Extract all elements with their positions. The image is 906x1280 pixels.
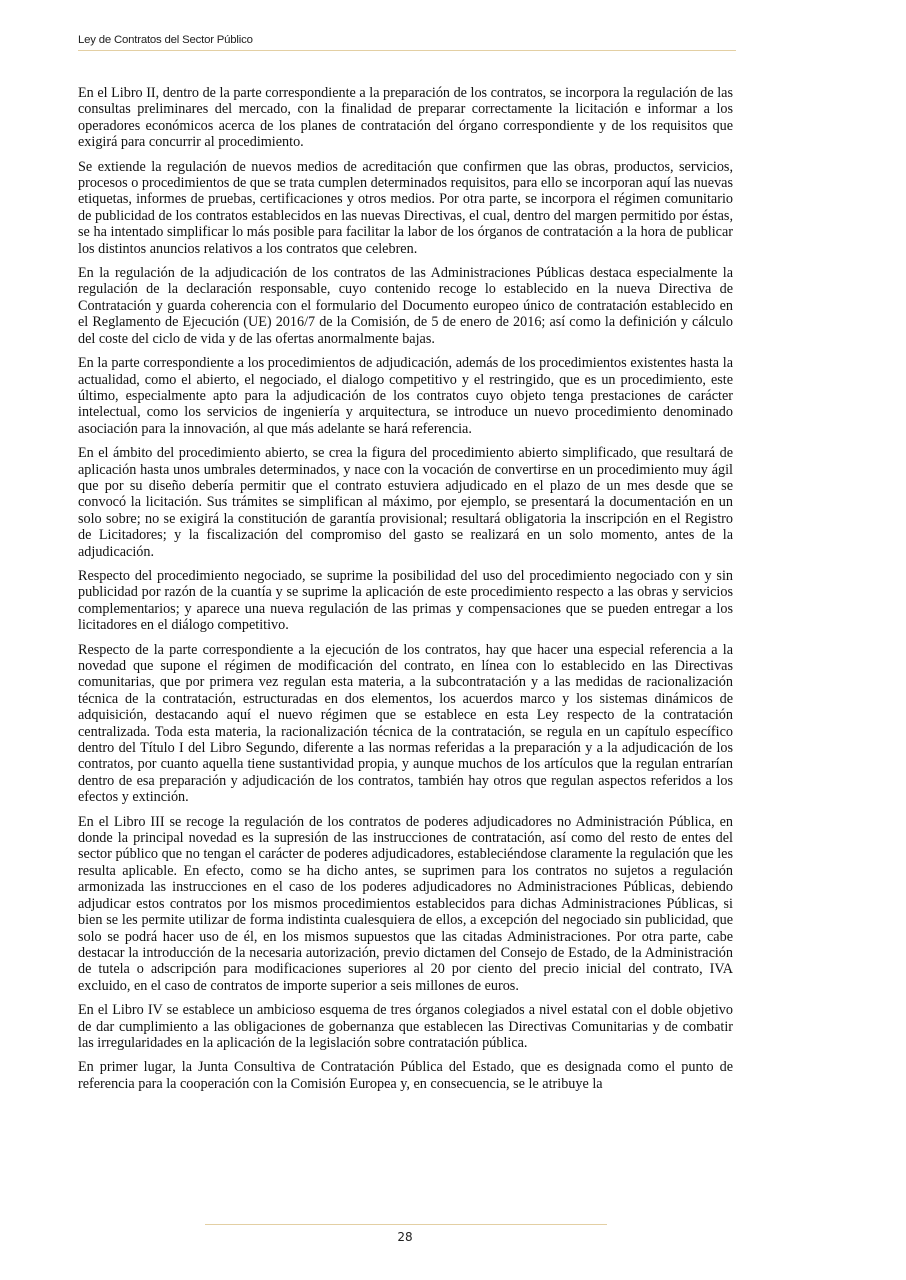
paragraph: Se extiende la regulación de nuevos medios de acreditación que confirmen que las obras, productos, servicios, procesos o procedimientos de que se trata cumplen determinados requisitos, para ello se incorporan aquí las nuevas etiquetas, informes de pruebas, certificaciones y otros medios. Por otra parte, se incorpora el régimen comunitario de publicidad de los contratos establecidos en las nuevas Directivas, el cual, dentro del margen permitido por éstas, se ha intentado simplificar lo más posible para facilitar la labor de los órganos de contratación a la hora de publicar los distintos anuncios relativos a los contratos que celebren. [78,158,733,257]
footer-divider [205,1224,607,1225]
paragraph: En el Libro III se recoge la regulación de los contratos de poderes adjudicadores no Administración Pública, en donde la principal novedad es la supresión de las instrucciones de contratación, así como del resto de entes del sector público que no tengan el carácter de poderes adjudicadores, estableciéndose claramente la regulación que les resulta aplicable. En efecto, como se ha dicho antes, se suprimen para los contratos no sujetos a regulación armonizada las instrucciones en el caso de los poderes adjudicadores no Administraciones Públicas, debiendo adjudicar estos contratos por los mismos procedimientos establecidos para dichas Administraciones Públicas, si bien se les permite utilizar de forma indistinta cualesquiera de ellos, a excepción del negociado sin publicidad, que solo se podrá hacer uso de él, en los mismos supuestos que las citadas Administraciones. Por otra parte, cabe destacar la introducción de la necesaria autorización, previo dictamen del Consejo de Estado, de la Administración de tutela o adscripción para modificaciones superiores al 20 por ciento del precio inicial del contrato, IVA excluido, en el caso de contratos de importe superior a seis millones de euros. [78,813,733,994]
paragraph: Respecto del procedimiento negociado, se suprime la posibilidad del uso del procedimiento negociado con y sin publicidad por razón de la cuantía y se suprime la aplicación de este procedimiento respecto a las obras y servicios complementarios; y aparece una nueva regulación de las primas y compensaciones que se pueden entregar a los licitadores en el diálogo competitivo. [78,567,733,634]
paragraph: En la parte correspondiente a los procedimientos de adjudicación, además de los procedimientos existentes hasta la actualidad, como el abierto, el negociado, el dialogo competitivo y el restringido, que es un procedimiento, este último, especialmente apto para la adjudicación de los contratos cuyo objeto tenga prestaciones de carácter intelectual, como los servicios de ingeniería y arquitectura, se introduce un nuevo procedimiento denominado asociación para la innovación, al que más adelante se hará referencia. [78,355,733,437]
paragraph: Respecto de la parte correspondiente a la ejecución de los contratos, hay que hacer una especial referencia a la novedad que supone el régimen de modificación del contrato, en línea con lo establecido en las Directivas comunitarias, que por primera vez regulan esta materia, a la subcontratación y a las medidas de racionalización técnica de la contratación, estructuradas en dos elementos, los acuerdos marco y los sistemas dinámicos de adquisición, destacando aquí el nuevo régimen que se establece en esta Ley respecto de la contratación centralizada. Toda esta materia, la racionalización técnica de la contratación, se regula en un capítulo específico dentro del Título I del Libro Segundo, diferente a las normas referidas a la preparación y a la adjudicación de los contratos, por cuanto aquella tiene sustantividad propia, y aunque muchos de los artículos que la regulan entrarían dentro de esa preparación y adjudicación de los contratos, también hay otros que regulan aspectos referidos a los efectos y extinción. [78,641,733,806]
paragraph: En el Libro II, dentro de la parte correspondiente a la preparación de los contratos, se incorpora la regulación de las consultas preliminares del mercado, con la finalidad de preparar correctamente la licitación e informar a los operadores económicos acerca de los planes de contratación del órgano correspondiente y de los requisitos que exigirá para concurrir al procedimiento. [78,85,733,151]
page-number: 28 [397,1230,413,1244]
paragraph: En primer lugar, la Junta Consultiva de Contratación Pública del Estado, que es designada como el punto de referencia para la cooperación con la Comisión Europea y, en consecuencia, se le atribuye la [78,1059,733,1092]
body-text [78,85,733,1100]
running-header: Ley de Contratos del Sector Público [78,34,253,46]
paragraph: En el Libro IV se establece un ambicioso esquema de tres órganos colegiados a nivel estatal con el doble objetivo de dar cumplimiento a las obligaciones de gobernanza que establecen las Directivas Comunitarias y de combatir las irregularidades en la aplicación de la legislación sobre contratación pública. [78,1002,733,1051]
paragraph: En la regulación de la adjudicación de los contratos de las Administraciones Públicas destaca especialmente la regulación de la declaración responsable, cuyo contenido recoge lo establecido en la nueva Directiva de Contratación y guarda coherencia con el formulario del Documento europeo único de contratación establecido en el Reglamento de Ejecución (UE) 2016/7 de la Comisión, de 5 de enero de 2016; así como la definición y cálculo del coste del ciclo de vida y de las ofertas anormalmente bajas. [78,265,733,347]
header-divider [78,50,736,51]
paragraph: En el ámbito del procedimiento abierto, se crea la figura del procedimiento abierto simplificado, que resultará de aplicación hasta unos umbrales determinados, y nace con la vocación de convertirse en un procedimiento muy ágil que por su diseño debería permitir que el contrato estuviera adjudicado en el plazo de un mes desde que se convocó la licitación. Sus trámites se simplifican al máximo, por ejemplo, se presentará la documentación en un solo sobre; no se exigirá la constitución de garantía provisional; resultará obligatoria la inscripción en el Registro de Licitadores; y la fiscalización del compromiso del gasto se realizará en un solo momento, antes de la adjudicación. [78,445,733,560]
